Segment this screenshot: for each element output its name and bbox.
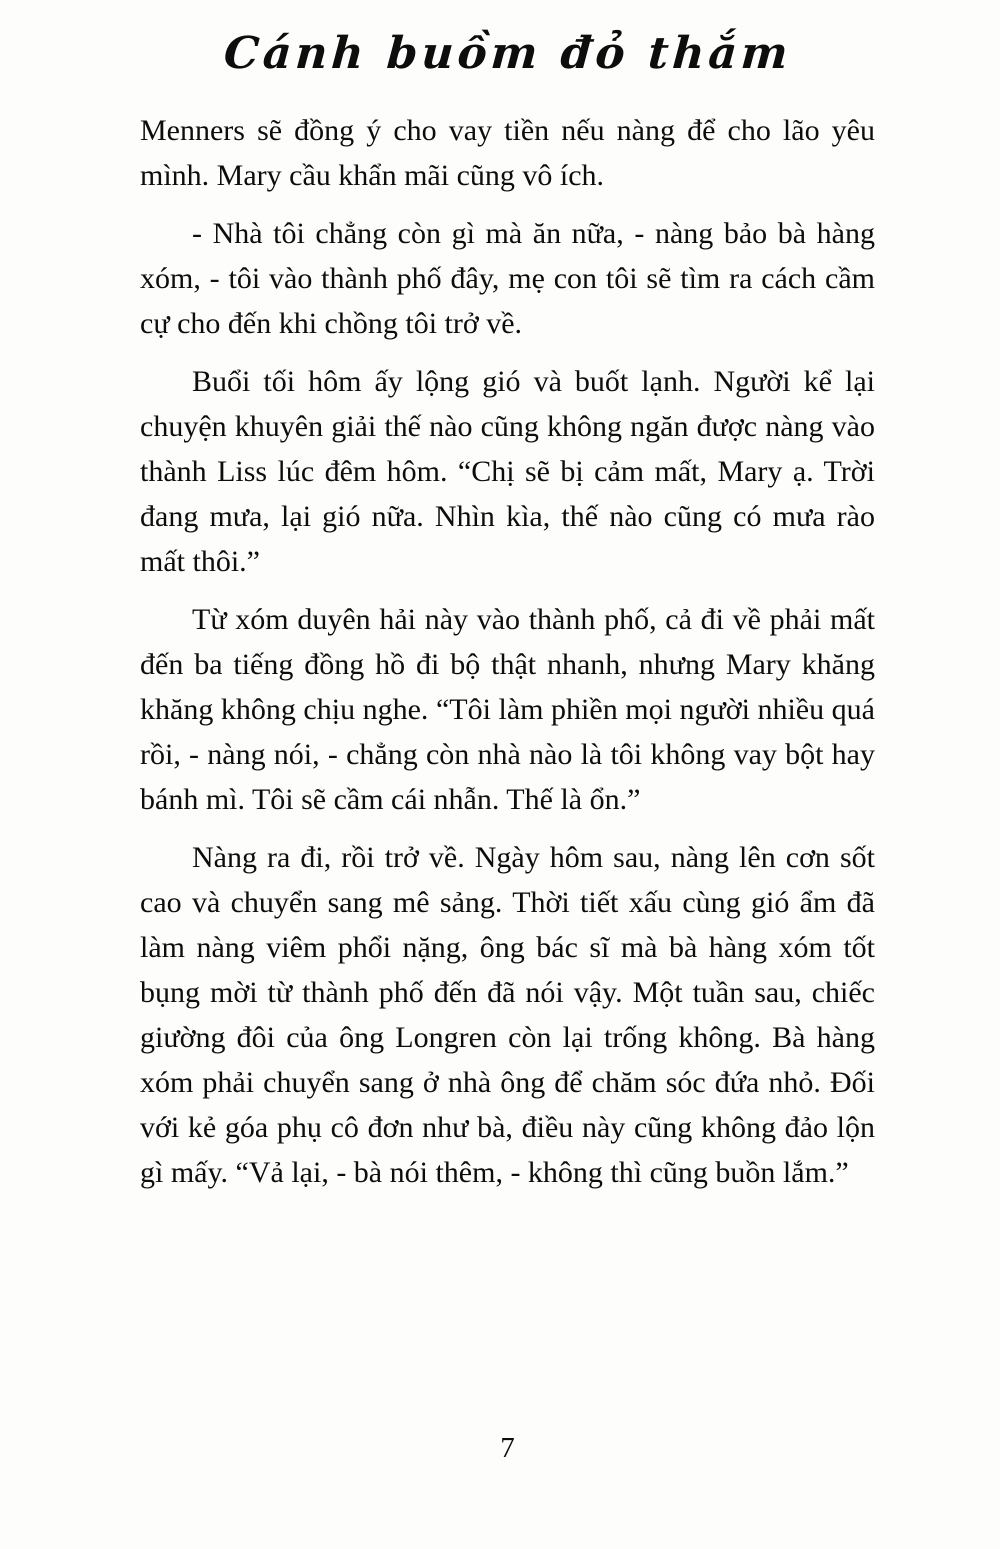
paragraph: Nàng ra đi, rồi trở về. Ngày hôm sau, nàng lên cơn sốt cao và chuyển sang mê sảng. Thời tiết xấu cùng gió ẩm đã làm nàng viêm phổi nặng, ông bác sĩ mà bà hàng xóm tốt bụng mời từ thành phố đến đã nói vậy. Một tuần sau, chiếc giường đôi của ông Longren còn lại trống không. Bà hàng xóm phải chuyển sang ở nhà ông để chăm sóc đứa nhỏ. Đối với kẻ góa phụ cô đơn như bà, điều này cũng không đảo lộn gì mấy. “Vả lại, - bà nói thêm, - không thì cũng buồn lắm.” bbox=[140, 841, 875, 1189]
page-body bbox=[140, 108, 875, 1208]
paragraph: Menners sẽ đồng ý cho vay tiền nếu nàng để cho lão yêu mình. Mary cầu khẩn mãi cũng vô ích. bbox=[140, 114, 875, 192]
paragraph: - Nhà tôi chẳng còn gì mà ăn nữa, - nàng bảo bà hàng xóm, - tôi vào thành phố đây, mẹ con tôi sẽ tìm ra cách cầm cự cho đến khi chồng tôi trở về. bbox=[140, 217, 875, 340]
page-footer bbox=[140, 1432, 875, 1465]
running-head-title: Cánh buồm đỏ thắm bbox=[221, 28, 794, 79]
paragraph: Buổi tối hôm ấy lộng gió và buốt lạnh. Người kể lại chuyện khuyên giải thế nào cũng không ngăn được nàng vào thành Liss lúc đêm hôm. “Chị sẽ bị cảm mất, Mary ạ. Trời đang mưa, lại gió nữa. Nhìn kìa, thế nào cũng có mưa rào mất thôi.” bbox=[140, 365, 875, 578]
page-number: 7 bbox=[500, 1432, 515, 1464]
paragraph: Từ xóm duyên hải này vào thành phố, cả đi về phải mất đến ba tiếng đồng hồ đi bộ thật nhanh, nhưng Mary khăng khăng không chịu nghe. “Tôi làm phiền mọi người nhiều quá rồi, - nàng nói, - chẳng còn nhà nào là tôi không vay bột hay bánh mì. Tôi sẽ cầm cái nhẫn. Thế là ổn.” bbox=[140, 603, 875, 816]
page-header bbox=[140, 28, 875, 79]
